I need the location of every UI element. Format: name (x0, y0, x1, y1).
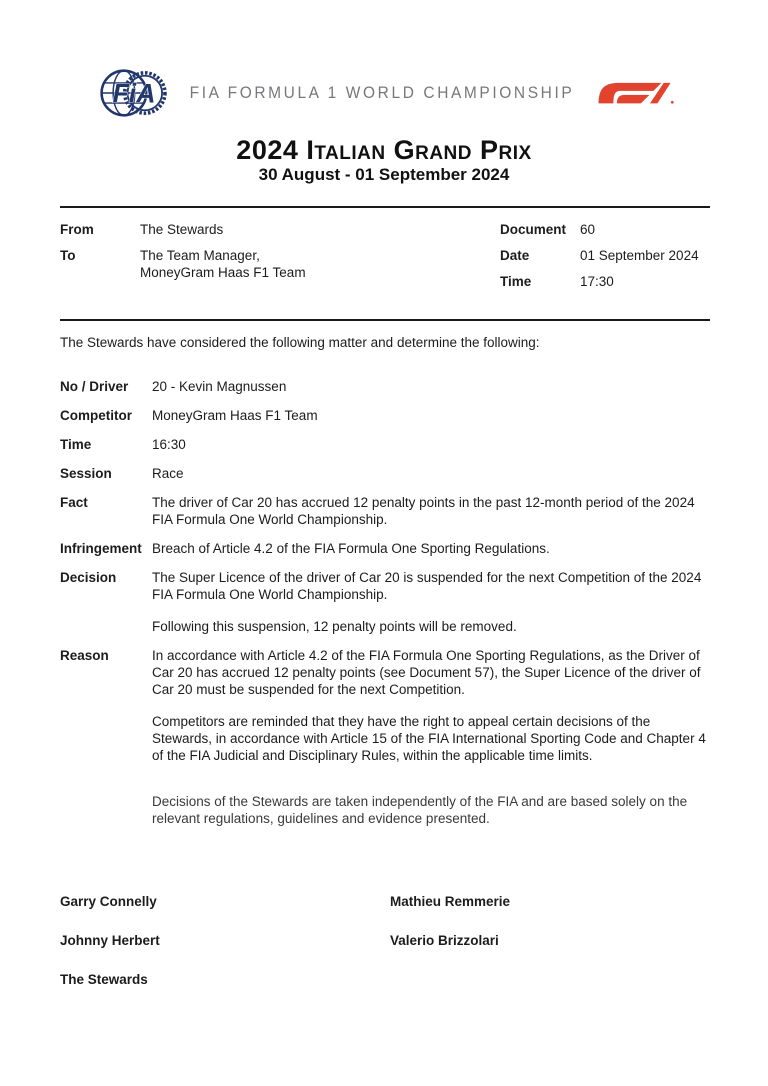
document-header (0, 0, 768, 122)
field-row-fact (60, 494, 710, 528)
field-row-session (60, 465, 710, 482)
session-label: Session (60, 466, 112, 481)
document-value: 60 (580, 222, 596, 237)
date-value: 01 September 2024 (580, 248, 699, 263)
championship-title: FIA FORMULA 1 WORLD CHAMPIONSHIP (189, 84, 575, 103)
time-value: 17:30 (580, 274, 614, 289)
field-paragraph: MoneyGram Haas F1 Team (152, 408, 318, 423)
intro-text: The Stewards have considered the following matter and determine the following: (60, 335, 540, 350)
fia-logo-icon (98, 64, 170, 122)
field-paragraph: Competitors are reminded that they have the right to appeal certain decisions of the Stewards, in accordance with Article 15 of the FIA International Sporting Code and Chapter 4 of the FIA Judicial and Disciplinary Rules, within the applicable time limits. (152, 714, 706, 763)
field-row-competitor (60, 407, 710, 424)
to-value-line1: The Team Manager, (140, 248, 260, 263)
field-paragraph: Race (152, 466, 184, 481)
signatures-footer-spacer (390, 971, 710, 988)
meta-doc-date-time (500, 221, 710, 299)
field-paragraph: Following this suspension, 12 penalty points will be removed. (152, 619, 517, 634)
to-value-line2: MoneyGram Haas F1 Team (140, 265, 306, 280)
f1-logo-icon (594, 77, 674, 107)
signatures-footer: The Stewards (60, 972, 148, 987)
to-value (140, 247, 500, 281)
title-block (0, 135, 768, 185)
signature-name: Garry Connelly (60, 894, 157, 909)
time-label: Time (500, 274, 532, 289)
competitor-value (152, 407, 710, 424)
field-row-infringement (60, 540, 710, 557)
infringement-label: Infringement (60, 541, 142, 556)
svg-text:FiA: FiA (112, 78, 156, 109)
field-paragraph: The Super Licence of the driver of Car 20 is suspended for the next Competition of the 2024 FIA Formula One World Championship. (152, 570, 702, 602)
date-label: Date (500, 248, 530, 263)
competitor-label: Competitor (60, 408, 132, 423)
field-paragraph: Breach of Article 4.2 of the FIA Formula One Sporting Regulations. (152, 541, 550, 556)
meta-table (60, 206, 710, 321)
no-driver-value (152, 378, 710, 395)
infringement-value (152, 540, 710, 557)
decision-label: Decision (60, 570, 117, 585)
field-paragraph: The driver of Car 20 has accrued 12 penalty points in the past 12-month period of the 2024 FIA Formula One World Championship. (152, 495, 695, 527)
field-row-reason (60, 647, 710, 827)
session-value (152, 465, 710, 482)
time-field-value (152, 436, 710, 453)
reason-label: Reason (60, 648, 109, 663)
to-label: To (60, 248, 76, 263)
signature-name: Johnny Herbert (60, 933, 160, 948)
meta-row-date (500, 247, 710, 264)
no-driver-label: No / Driver (60, 379, 129, 394)
field-paragraph: 16:30 (152, 437, 186, 452)
fact-value (152, 494, 710, 528)
meta-row-to (60, 247, 500, 281)
signatures-block (60, 893, 710, 988)
from-value: The Stewards (140, 222, 224, 237)
field-row-no-driver (60, 378, 710, 395)
event-dates: 30 August - 01 September 2024 (258, 165, 510, 184)
stewards-disclaimer: Decisions of the Stewards are taken independently of the FIA and are based solely on the relevant regulations, guidelines and evidence presented. (152, 794, 688, 826)
field-row-decision (60, 569, 710, 635)
event-title: 2024 Italian Grand Prix (236, 135, 532, 165)
field-row-time (60, 436, 710, 453)
signature-name: Valerio Brizzolari (390, 933, 499, 948)
document-label: Document (500, 222, 567, 237)
field-paragraph: In accordance with Article 4.2 of the FIA Formula One Sporting Regulations, as the Driver of Car 20 has accrued 12 penalty points (see Document 57), the Super Licence of the driver of Car 20 must be suspended for the next Competition. (152, 648, 701, 697)
fact-label: Fact (60, 495, 88, 510)
time-field-label: Time (60, 437, 92, 452)
decision-value (152, 569, 710, 635)
meta-from-to (60, 221, 500, 299)
reason-value (152, 647, 710, 827)
meta-row-from (60, 221, 500, 238)
from-label: From (60, 222, 94, 237)
field-paragraph: 20 - Kevin Magnussen (152, 379, 287, 394)
decision-fields (60, 378, 710, 827)
meta-row-document (500, 221, 710, 238)
meta-row-time (500, 273, 710, 290)
signature-name: Mathieu Remmerie (390, 894, 511, 909)
